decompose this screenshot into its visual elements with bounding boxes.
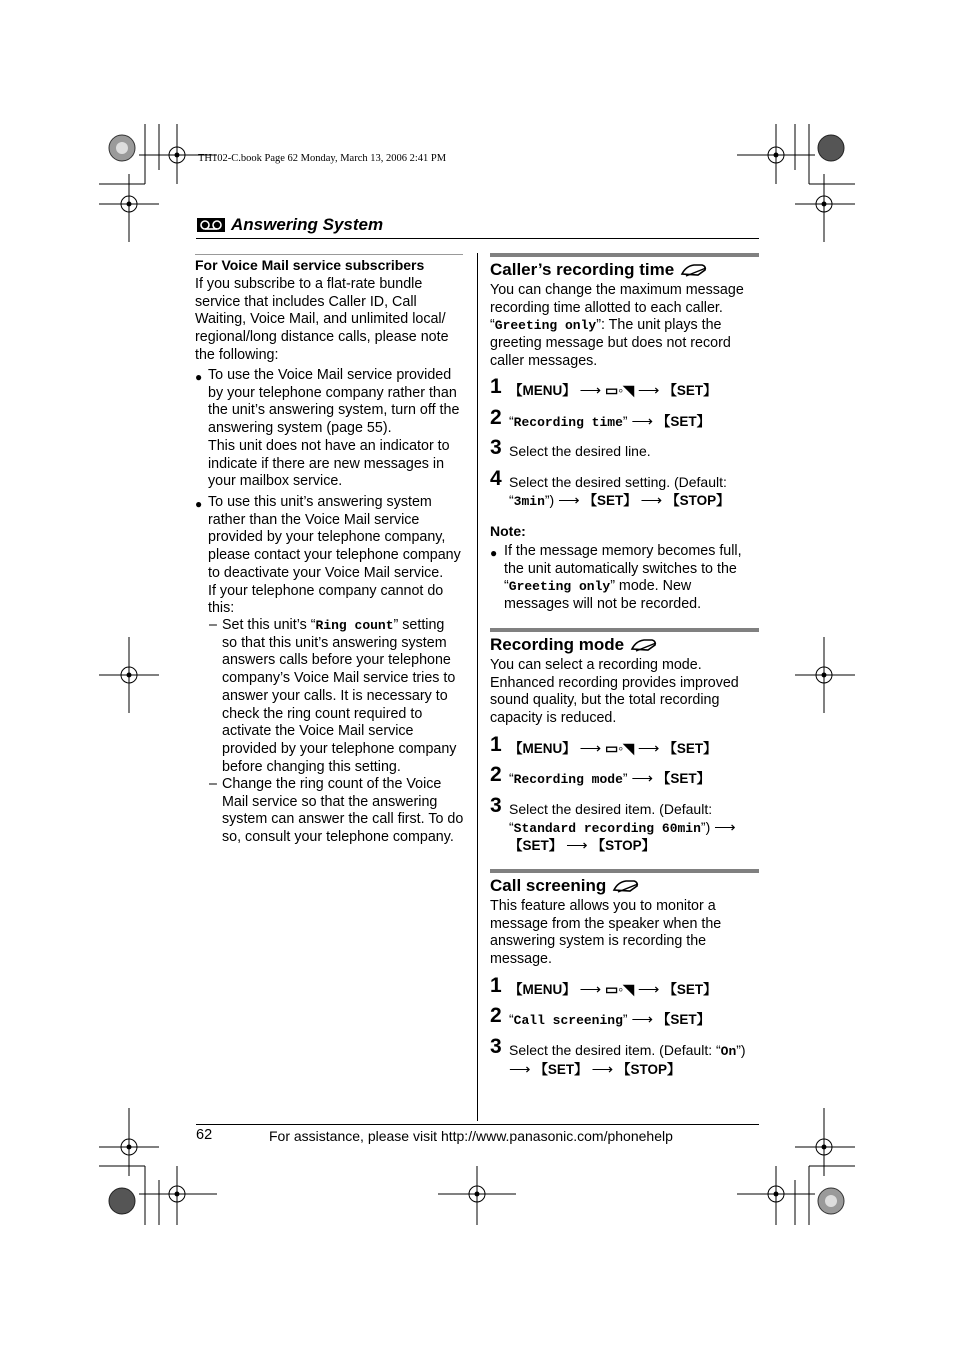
footer-help: For assistance, please visit http://www.panasonic.com/phonehelp — [269, 1128, 673, 1144]
left-top-rule — [195, 254, 463, 255]
step-2: 2 “Recording mode” ⟶ 【SET】 — [490, 763, 711, 787]
bullet-dot: ● — [195, 370, 203, 384]
answering-setting-icon: ▭◦◥ — [605, 382, 635, 398]
voicemail-title: For Voice Mail service subscribers — [195, 257, 425, 273]
bullet-1: To use the Voice Mail service provided by your telephone company rather than the unit’s answering system, turn off the answering system (page 55). This unit does not have an indicator to indicate if there are new messages in your mailbox service. — [208, 367, 460, 490]
voicemail-intro: If you subscribe to a flat-rate bundle service that includes Caller ID, Call Waiting, Voice Mail, and unlimited local/ regional/long distance calls, please note the following: — [195, 276, 449, 363]
answering-setting-icon: ▭◦◥ — [605, 981, 635, 997]
bullet-dot: ● — [490, 546, 498, 560]
column-divider — [477, 253, 478, 1121]
section-title: Answering System — [231, 215, 384, 234]
dash-item-2: Change the ring count of the Voice Mail service so that the answering system can answer the call first. To do so, consult your telephone company. — [222, 776, 464, 846]
step-3: 3 Select the desired item. (Default: “Standard recording 60min”) ⟶ 【SET】 ⟶ 【STOP】 — [490, 794, 736, 855]
callers-recording-time-heading: Caller’s recording time — [490, 260, 708, 280]
print-slug: TH102-C.book Page 62 Monday, March 13, 2006 2:41 PM — [198, 153, 447, 164]
page-header — [196, 214, 383, 236]
section-rule — [490, 628, 759, 632]
page-number: 62 — [196, 1127, 213, 1143]
dash-marker: – — [209, 617, 217, 633]
answering-machine-icon — [196, 217, 226, 233]
footer-rule — [196, 1124, 759, 1125]
step-2: 2 “Recording time” ⟶ 【SET】 — [490, 406, 711, 430]
callers-recording-time-desc: You can change the maximum message recording time allotted to each caller. “Greeting only”: The unit plays the greeting message but does not record caller messages. — [490, 282, 744, 369]
handset-icon — [612, 878, 640, 894]
note-text: If the message memory becomes full, the unit automatically switches to the “Greeting only” mode. New messages will not be recorded. — [504, 543, 742, 613]
dash-marker: – — [209, 776, 217, 792]
step-4: 4 Select the desired setting. (Default: “3min”) ⟶ 【SET】 ⟶ 【STOP】 — [490, 467, 730, 509]
call-screening-heading: Call screening — [490, 876, 640, 896]
recording-mode-desc: You can select a recording mode. Enhanced recording provides improved sound quality, but the total recording capacity is reduced. — [490, 657, 739, 727]
dash-item-1: Set this unit’s “Ring count” setting so that this unit’s answering system answers calls before your telephone company’s Voice Mail service tries to answer your calls. It is necessary to check the ring count required to activate the Voice Mail service provided by your telephone company before changing this setting. — [222, 617, 457, 775]
step-2: 2 “Call screening” ⟶ 【SET】 — [490, 1004, 711, 1028]
section-rule — [490, 869, 759, 873]
header-rule — [196, 238, 759, 239]
answering-setting-icon: ▭◦◥ — [605, 740, 635, 756]
step-1: 1 【MENU】 ⟶ ▭◦◥ ⟶ 【SET】 — [490, 733, 717, 757]
handset-icon — [680, 262, 708, 278]
handset-icon — [630, 637, 658, 653]
step-1: 1 【MENU】 ⟶ ▭◦◥ ⟶ 【SET】 — [490, 375, 717, 399]
bullet-dot: ● — [195, 497, 203, 511]
section-rule — [490, 253, 759, 257]
bullet-2: To use this unit’s answering system rather than the Voice Mail service provided by your telephone company, please contact your telephone company to deactivate your Voice Mail service. If your telephone company cannot do this: — [208, 494, 461, 617]
step-3: 3 Select the desired line. — [490, 436, 651, 459]
recording-mode-heading: Recording mode — [490, 635, 658, 655]
note-title: Note: — [490, 523, 526, 539]
step-1: 1 【MENU】 ⟶ ▭◦◥ ⟶ 【SET】 — [490, 974, 717, 998]
step-3: 3 Select the desired item. (Default: “On”) ⟶ 【SET】 ⟶ 【STOP】 — [490, 1035, 746, 1078]
call-screening-desc: This feature allows you to monitor a message from the speaker when the answering system is recording the message. — [490, 898, 722, 968]
